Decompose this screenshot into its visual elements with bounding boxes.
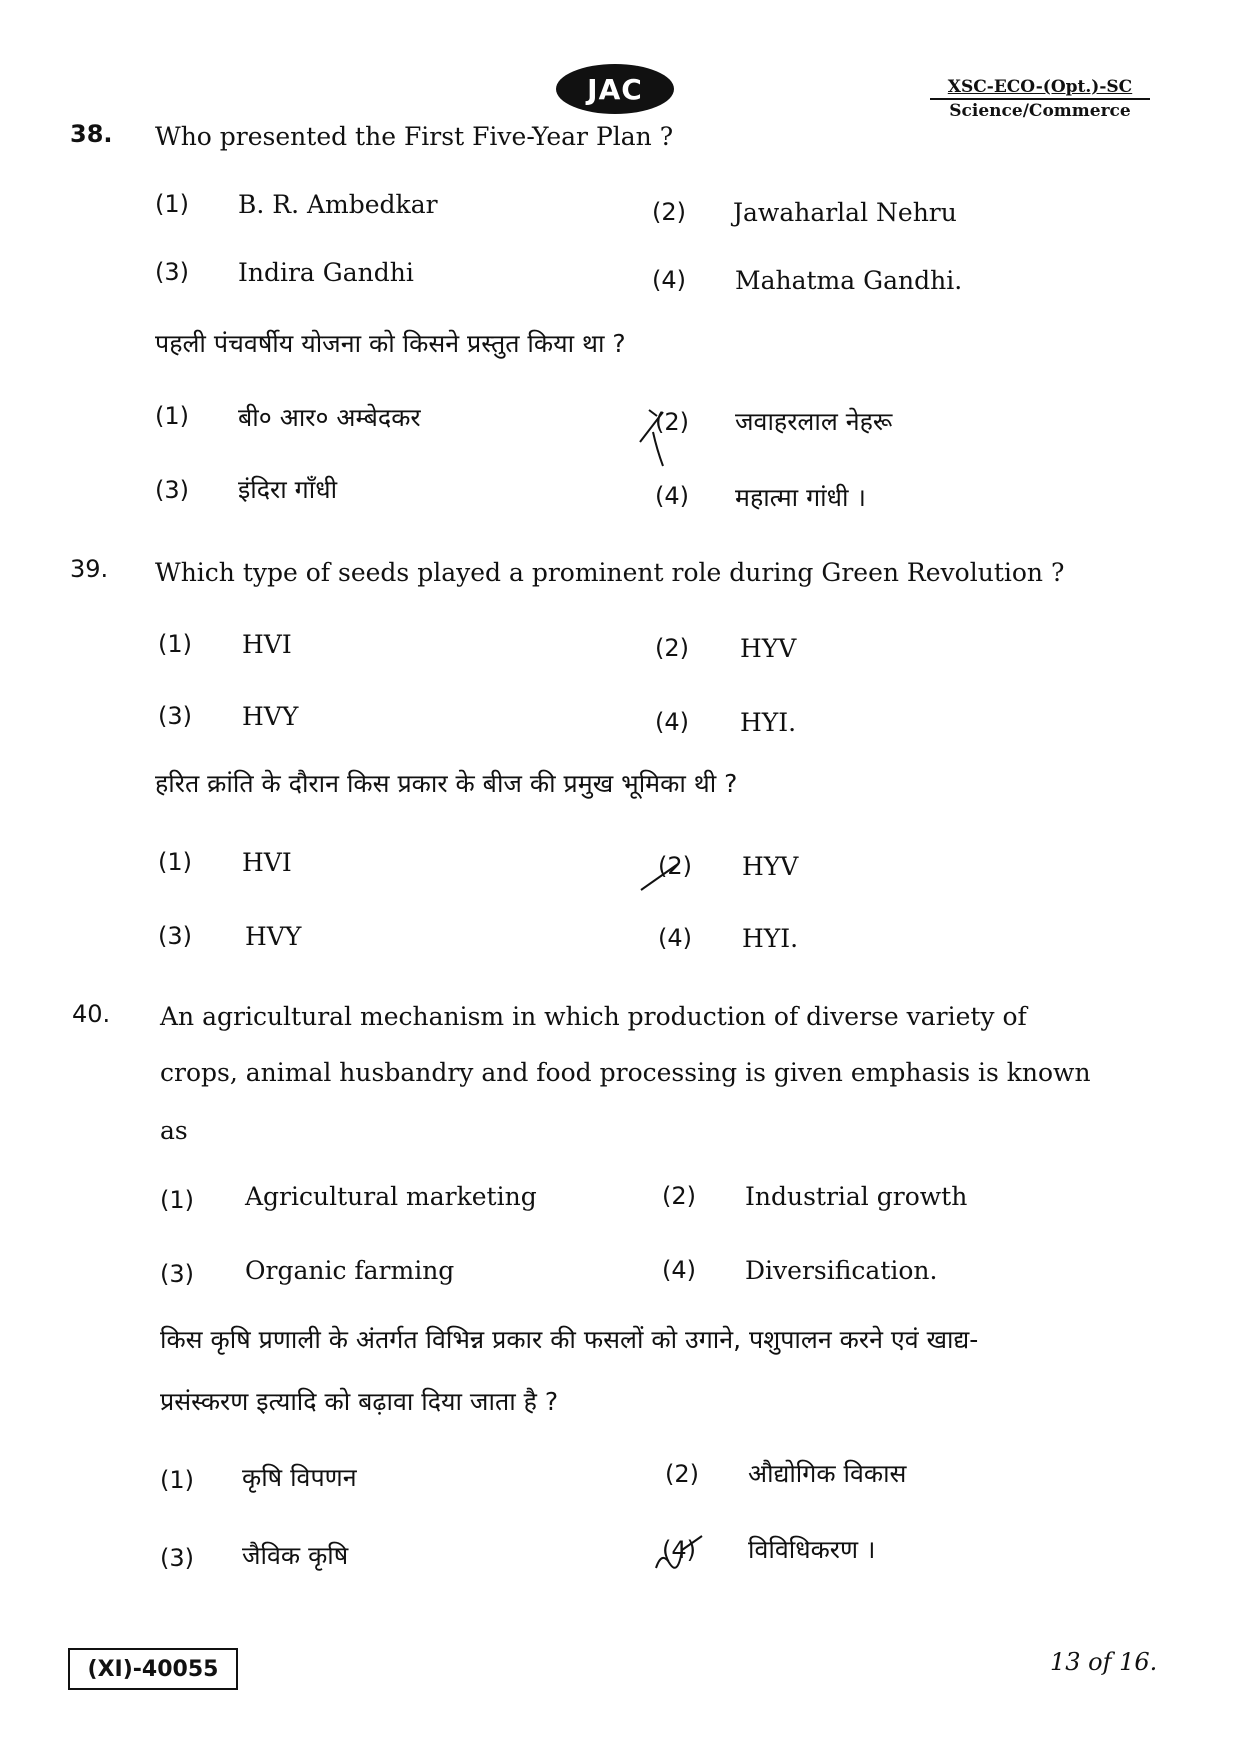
option-text: HYI. (742, 924, 799, 953)
option-text: Jawaharlal Nehru (733, 198, 957, 227)
option-number: (1) (155, 402, 189, 430)
question-number: 38. (70, 120, 113, 148)
question-text-en-line: crops, animal husbandry and food processing is given emphasis is known (160, 1058, 1091, 1087)
option-text: जैविक कृषि (242, 1541, 349, 1570)
question-text-hi-line: प्रसंस्करण इत्यादि को बढ़ावा दिया जाता है ? (160, 1387, 559, 1416)
page-number: 13 of 16. (1050, 1648, 1158, 1676)
option-number: (1) (158, 848, 192, 876)
option-text: B. R. Ambedkar (238, 190, 438, 219)
paper-code: (XI)-40055 (87, 1656, 219, 1682)
option-text: Agricultural marketing (245, 1182, 537, 1211)
option-number: (3) (160, 1260, 194, 1288)
option-number: (2) (662, 1182, 696, 1210)
option-text: बी० आर० अम्बेदकर (238, 403, 421, 432)
option-text: HVI (242, 848, 292, 877)
option-text: Industrial growth (745, 1182, 968, 1211)
question-text-hi-line: किस कृषि प्रणाली के अंतर्गत विभिन्न प्रकार की फसलों को उगाने, पशुपालन करने एवं खाद्य- (160, 1325, 979, 1354)
subject-code (930, 76, 1150, 122)
question-text-hi: हरित क्रांति के दौरान किस प्रकार के बीज की प्रमुख भूमिका थी ? (155, 769, 738, 798)
option-number: (1) (160, 1186, 194, 1214)
option-text: HVY (245, 922, 302, 951)
option-number: (4) (655, 708, 689, 736)
option-number: (1) (155, 190, 189, 218)
option-number: (1) (160, 1466, 194, 1494)
question-number: 39. (70, 555, 109, 583)
question-text-en: Who presented the First Five-Year Plan ? (155, 122, 674, 151)
option-number: (3) (155, 476, 189, 504)
option-text: जवाहरलाल नेहरू (735, 407, 893, 436)
option-number: (4) (662, 1256, 696, 1284)
option-text: Indira Gandhi (238, 258, 414, 287)
option-number: (4) (662, 1536, 696, 1564)
option-text: HVI (242, 630, 292, 659)
question-text-hi: पहली पंचवर्षीय योजना को किसने प्रस्तुत किया था ? (155, 329, 626, 358)
option-text: कृषि विपणन (242, 1463, 357, 1492)
option-number: (2) (655, 634, 689, 662)
jac-logo (556, 64, 674, 114)
option-text: महात्मा गांधी । (735, 483, 866, 512)
option-number: (4) (655, 482, 689, 510)
option-text: इंदिरा गाँधी (238, 475, 338, 504)
paper-code-box (68, 1648, 238, 1690)
option-number: (2) (652, 198, 686, 226)
question-text-en-line: as (160, 1116, 188, 1145)
question-text-en: Which type of seeds played a prominent role during Green Revolution ? (155, 558, 1065, 587)
option-number: (4) (652, 266, 686, 294)
option-number: (2) (665, 1460, 699, 1488)
option-number: (3) (158, 702, 192, 730)
option-number: (2) (655, 408, 689, 436)
option-text: HVY (242, 702, 299, 731)
option-text: Mahatma Gandhi. (735, 266, 963, 295)
option-number: (1) (158, 630, 192, 658)
option-number: (3) (160, 1544, 194, 1572)
option-text: HYV (740, 634, 797, 663)
question-number: 40. (72, 1000, 111, 1028)
option-number: (3) (158, 922, 192, 950)
option-text: विविधिकरण । (748, 1535, 876, 1564)
option-text: HYV (742, 852, 799, 881)
option-number: (3) (155, 258, 189, 286)
option-text: Organic farming (245, 1256, 455, 1285)
logo-text: JAC (587, 72, 643, 106)
option-number: (4) (658, 924, 692, 952)
question-text-en-line: An agricultural mechanism in which production of diverse variety of (160, 1002, 1027, 1031)
option-text: औद्योगिक विकास (748, 1459, 907, 1488)
subject-code-line2: Science/Commerce (930, 98, 1150, 122)
subject-code-line1: XSC-ECO-(Opt.)-SC (947, 77, 1133, 97)
option-text: Diversification. (745, 1256, 938, 1285)
option-number: (2) (658, 852, 692, 880)
option-text: HYI. (740, 708, 797, 737)
